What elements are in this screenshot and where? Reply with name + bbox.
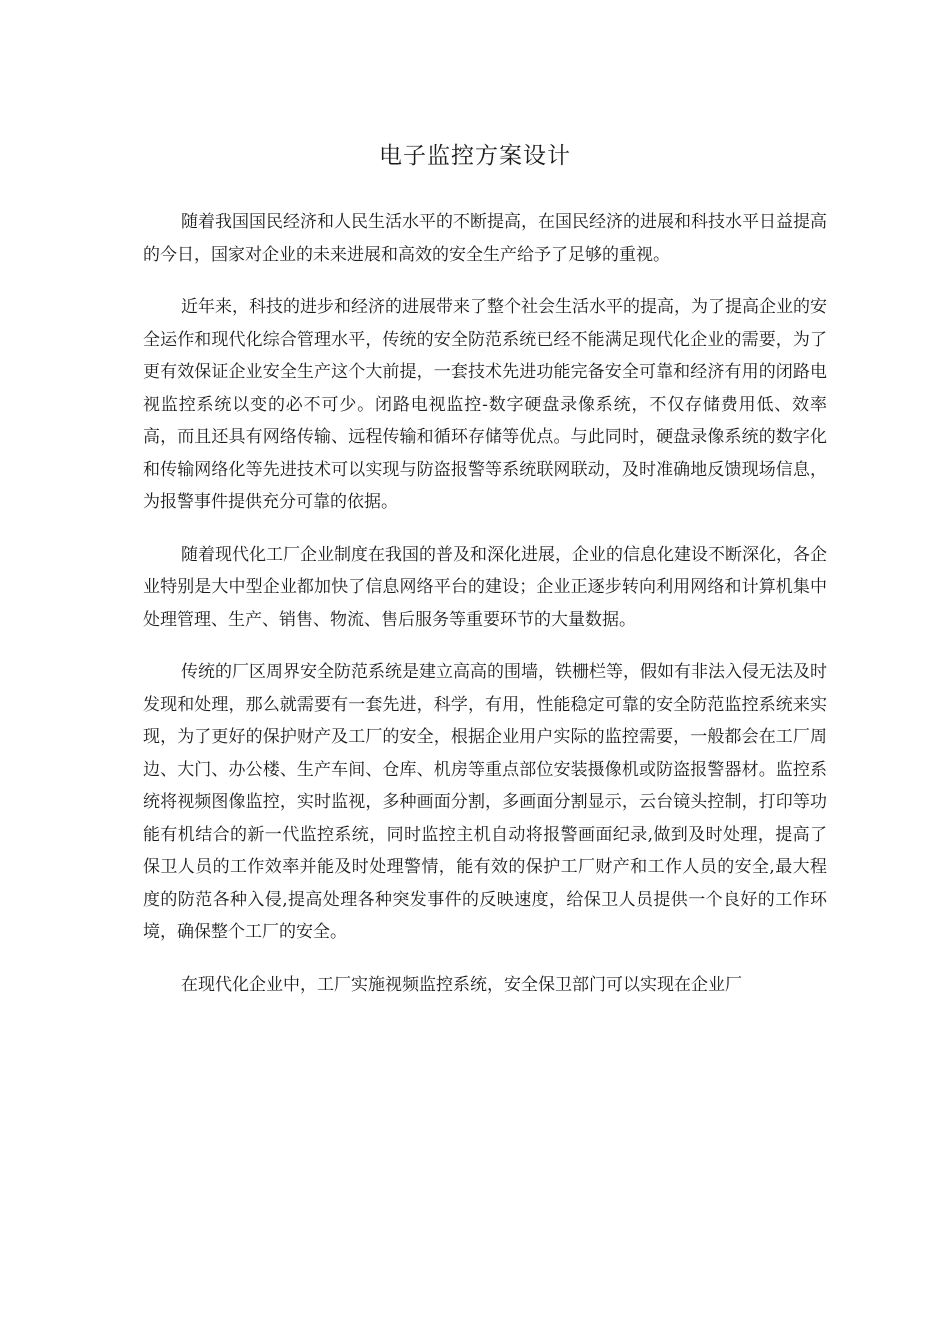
document-body bbox=[143, 206, 827, 1021]
paragraph-1: 随着我国国民经济和人民生活水平的不断提高，在国民经济的进展和科技水平日益提高的今日，国家对企业的未来进展和高效的安全生产给予了足够的重视。 bbox=[143, 212, 827, 265]
paragraph-5: 在现代化企业中，工厂实施视频监控系统，安全保卫部门可以实现在企业厂 bbox=[181, 974, 742, 995]
paragraph-4: 传统的厂区周界安全防范系统是建立高高的围墙，铁栅栏等，假如有非法入侵无法及时发现和处理，那么就需要有一套先进，科学，有用，性能稳定可靠的安全防范监控系统来实现，为了更好的保护财产及工厂的安全，根据企业用户实际的监控需要，一般都会在工厂周边、大门、办公楼、生产车间、仓库、机房等重点部位安装摄像机或防盗报警器材。监控系统将视频图像监控，实时监视，多种画面分割，多画面分割显示，云台镜头控制，打印等功能有机结合的新一代监控系统，同时监控主机自动将报警画面纪录,做到及时处理，提高了保卫人员的工作效率并能及时处理警情，能有效的保护工厂财产和工作人员的安全,最大程度的防范各种入侵,提高处理各种突发事件的反映速度，给保卫人员提供一个良好的工作环境，确保整个工厂的安全。 bbox=[143, 662, 827, 942]
paragraph-2: 近年来，科技的进步和经济的进展带来了整个社会生活水平的提高，为了提高企业的安全运作和现代化综合管理水平，传统的安全防范系统已经不能满足现代化企业的需要，为了更有效保证企业安全生产这个大前提，一套技术先进功能完备安全可靠和经济有用的闭路电视监控系统以变的必不可少。闭路电视监控-数字硬盘录像系统，不仅存储费用低、效率高，而且还具有网络传输、远程传输和循环存储等优点。与此同时，硬盘录像系统的数字化和传输网络化等先进技术可以实现与防盗报警等系统联网联动，及时准确地反馈现场信息，为报警事件提供充分可靠的依据。 bbox=[143, 297, 827, 512]
document-title: 电子监控方案设计 bbox=[379, 143, 571, 169]
paragraph-3: 随着现代化工厂企业制度在我国的普及和深化进展，企业的信息化建设不断深化，各企业特别是大中型企业都加快了信息网络平台的建设；企业正逐步转向利用网络和计算机集中处理管理、生产、销售、物流、售后服务等重要环节的大量数据。 bbox=[143, 544, 827, 630]
